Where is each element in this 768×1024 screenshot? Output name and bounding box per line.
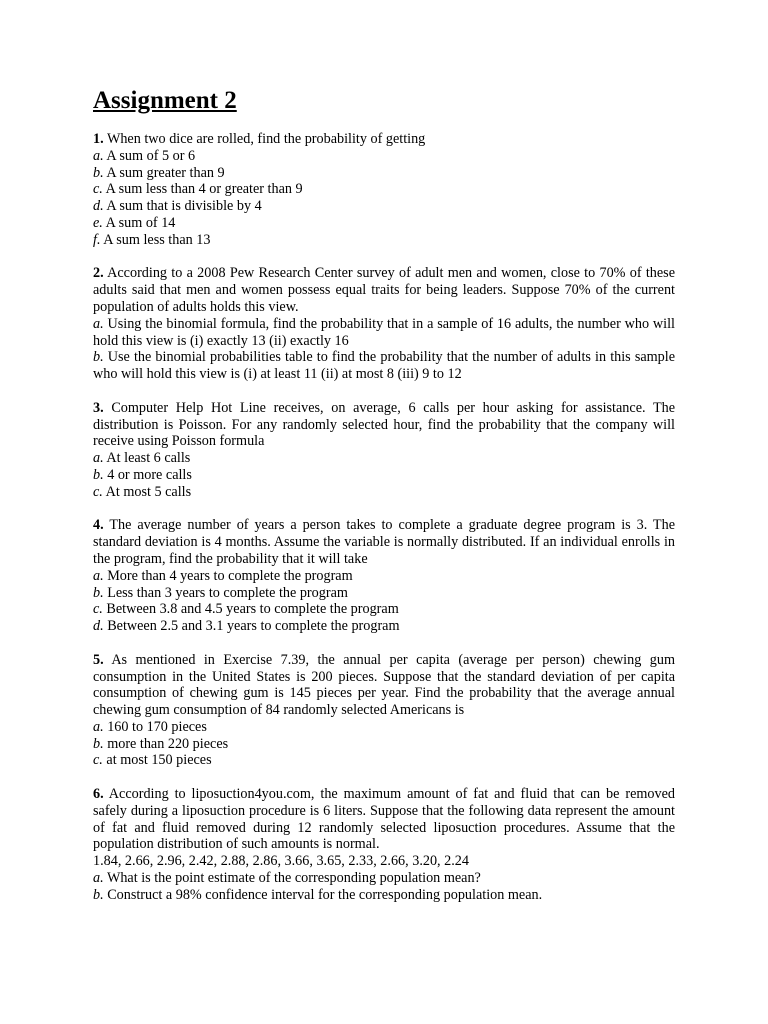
question-number: 4. — [93, 517, 104, 534]
question-2 — [93, 265, 675, 383]
part-letter: b. — [93, 466, 104, 483]
part-text: What is the point estimate of the corresponding population mean? — [106, 870, 481, 887]
part-letter: a. — [93, 450, 104, 467]
question-number: 1. — [93, 131, 104, 147]
question-6 — [93, 786, 675, 904]
question-part — [93, 585, 675, 602]
part-text: Between 3.8 and 4.5 years to complete the program — [106, 601, 399, 618]
question-part — [93, 316, 675, 350]
question-number: 3. — [93, 399, 104, 416]
part-text: 4 or more calls — [107, 466, 192, 483]
question-stem — [93, 131, 675, 148]
question-part — [93, 601, 675, 618]
part-letter: a. — [93, 870, 104, 887]
part-letter: a. — [93, 718, 104, 735]
question-part — [93, 736, 675, 753]
question-part — [93, 467, 675, 484]
part-text: more than 220 pieces — [107, 735, 229, 752]
part-letter: c. — [93, 181, 103, 198]
question-part — [93, 349, 675, 383]
question-part — [93, 887, 675, 904]
part-text: at most 150 pieces — [106, 752, 212, 769]
part-text: At least 6 calls — [106, 450, 191, 467]
part-text: A sum greater than 9 — [106, 164, 225, 181]
part-letter: a. — [93, 147, 104, 164]
part-text: Less than 3 years to complete the program — [107, 584, 348, 601]
question-part — [93, 618, 675, 635]
part-text: Between 2.5 and 3.1 years to complete the program — [107, 618, 400, 635]
question-text: According to a 2008 Pew Research Center survey of adult men and women, close to 70% of these adults said that men and women possess equal traits for being leaders. Suppose 70% of the current population of adults holds this view. — [93, 265, 675, 315]
question-part — [93, 165, 675, 182]
question-stem — [93, 652, 675, 719]
question-5 — [93, 652, 675, 770]
part-letter: f. — [93, 231, 101, 248]
part-letter: b. — [93, 886, 104, 903]
part-letter: d. — [93, 618, 104, 635]
part-letter: c. — [93, 601, 103, 618]
part-text: Using the binomial formula, find the probability that in a sample of 16 adults, the number who will hold this view is (i) exactly 13 (ii) exactly 16 — [93, 315, 676, 349]
question-part — [93, 232, 675, 249]
question-part — [93, 181, 675, 198]
part-letter: e. — [93, 214, 103, 231]
question-1 — [93, 131, 675, 249]
part-text: A sum of 5 or 6 — [106, 147, 196, 164]
part-letter: a. — [93, 567, 104, 584]
part-letter: c. — [93, 752, 103, 769]
data-values: 1.84, 2.66, 2.96, 2.42, 2.88, 2.86, 3.66, 3.65, 2.33, 2.66, 3.20, 2.24 — [93, 853, 469, 870]
question-part — [93, 870, 675, 887]
question-text: As mentioned in Exercise 7.39, the annual per capita (average per person) chewing gum consumption in the United States is 200 pieces. Suppose that the standard deviation of per capita consumption of chewing gum is 145 pieces per year. Find the probability that the average annual chewing gum consumption of 84 randomly selected Americans is — [93, 651, 675, 719]
part-letter: b. — [93, 584, 104, 601]
question-3 — [93, 400, 675, 501]
question-part — [93, 148, 675, 165]
question-part — [93, 484, 675, 501]
question-number: 5. — [93, 651, 104, 668]
part-text: A sum of 14 — [105, 214, 176, 231]
question-4 — [93, 517, 675, 635]
question-text: When two dice are rolled, find the probability of getting — [106, 131, 426, 147]
question-part — [93, 215, 675, 232]
question-text: The average number of years a person takes to complete a graduate degree program is 3. The standard deviation is 4 months. Assume the variable is normally distributed. If an individual enrolls in the program, find the probability that it will take — [93, 517, 675, 567]
question-text: According to liposuction4you.com, the maximum amount of fat and fluid that can be removed safely during a liposuction procedure is 6 liters. Suppose that the following data represent the amount of fat and fluid removed during 12 randomly selected liposuction procedures. Assume that the population distribution of such amounts is normal. — [93, 786, 676, 853]
question-part — [93, 752, 675, 769]
part-text: Construct a 98% confidence interval for the corresponding population mean. — [107, 886, 543, 903]
part-letter: b. — [93, 349, 104, 366]
part-text: A sum that is divisible by 4 — [106, 198, 262, 215]
question-stem — [93, 265, 675, 315]
part-text: A sum less than 4 or greater than 9 — [105, 181, 303, 198]
part-text: 160 to 170 pieces — [107, 718, 207, 735]
page-title: Assignment 2 — [93, 87, 237, 114]
part-letter: b. — [93, 735, 104, 752]
question-stem — [93, 400, 675, 450]
question-stem — [93, 786, 675, 853]
question-stem — [93, 517, 675, 567]
question-text: Computer Help Hot Line receives, on average, 6 calls per hour asking for assistance. The distribution is Poisson. For any randomly selected hour, find the probability that the company will receive using Poisson formula — [93, 399, 676, 450]
part-text: A sum less than 13 — [103, 231, 211, 248]
question-list — [93, 131, 675, 920]
question-part — [93, 568, 675, 585]
part-letter: d. — [93, 198, 104, 215]
part-text: Use the binomial probabilities table to find the probability that the number of adults in this sample who will hold this view is (i) at least 11 (ii) at most 8 (iii) 9 to 12 — [93, 349, 676, 383]
question-part — [93, 198, 675, 215]
question-part — [93, 719, 675, 736]
part-letter: a. — [93, 315, 104, 332]
part-letter: b. — [93, 164, 104, 181]
question-part — [93, 450, 675, 467]
part-letter: c. — [93, 483, 103, 500]
question-number: 2. — [93, 265, 104, 282]
question-number: 6. — [93, 786, 104, 803]
part-text: More than 4 years to complete the program — [107, 567, 353, 584]
part-text: At most 5 calls — [105, 483, 192, 500]
